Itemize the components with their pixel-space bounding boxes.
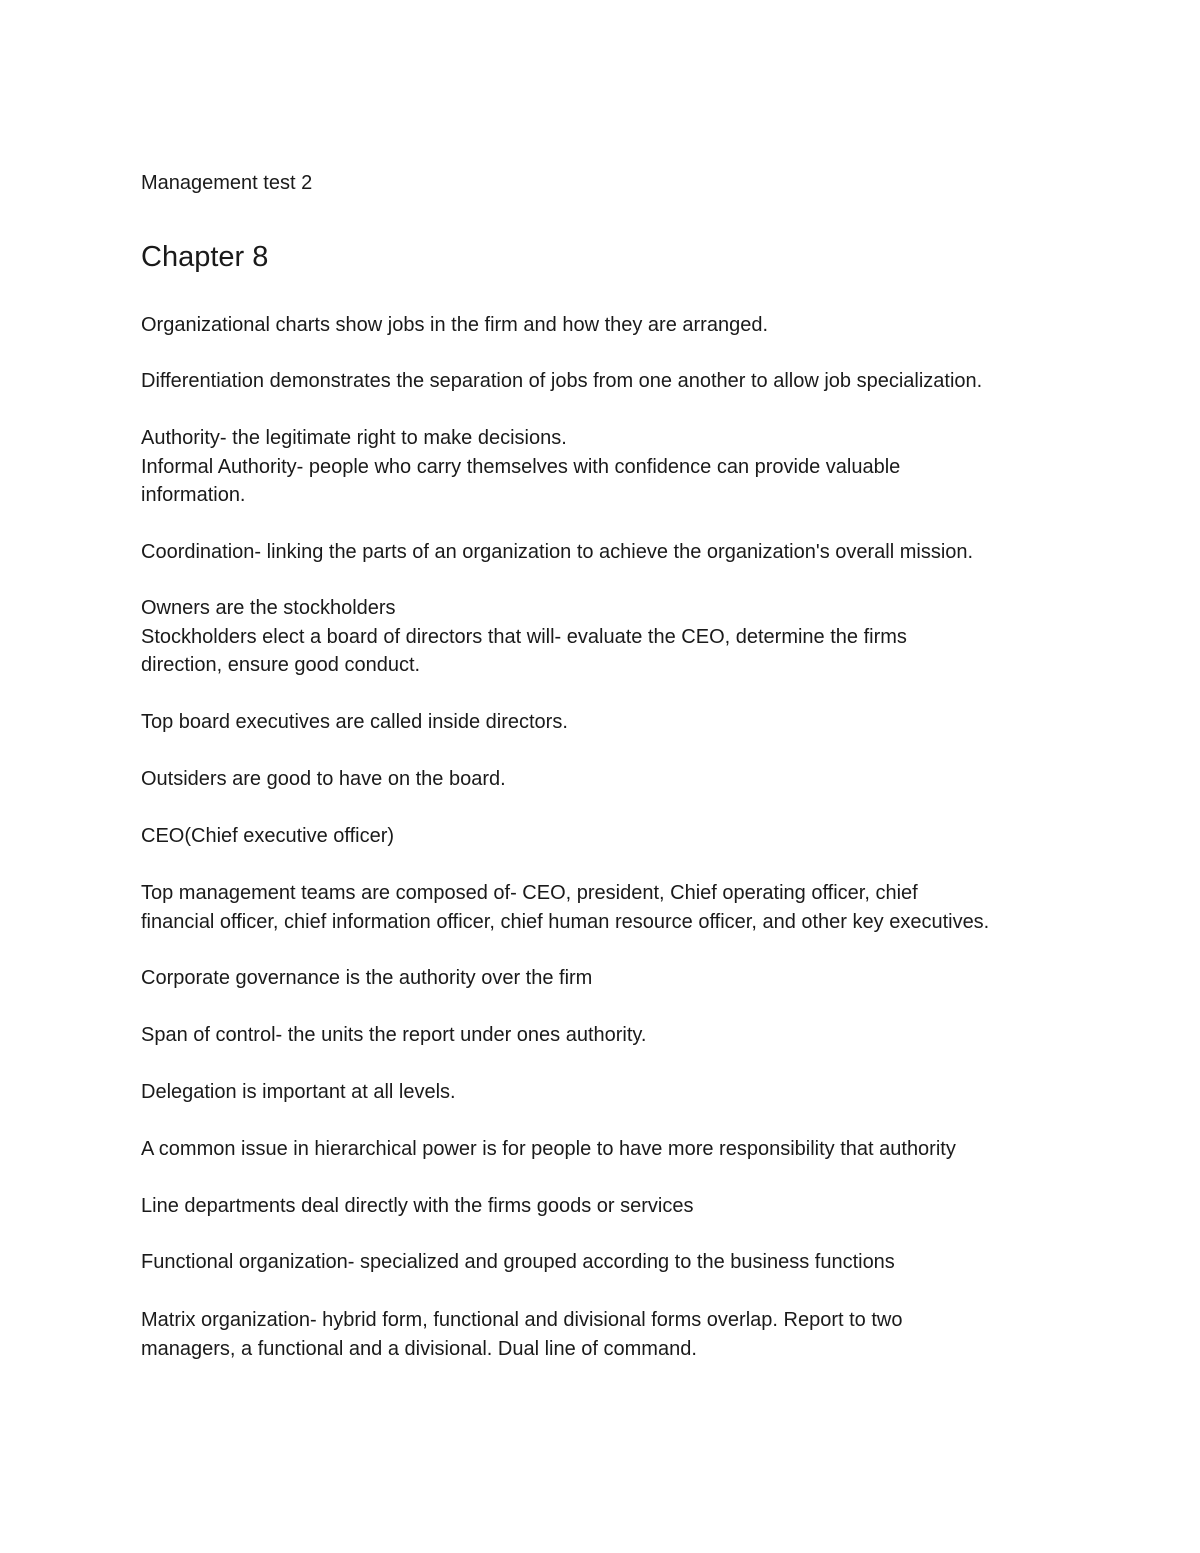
paragraph-line: Coordination- linking the parts of an organization to achieve the organization's overall mission. (141, 541, 974, 563)
paragraph (141, 311, 1071, 340)
paragraph (141, 879, 1071, 936)
paragraph-line: managers, a functional and a divisional. Dual line of command. (141, 1337, 697, 1360)
paragraph (141, 594, 1071, 680)
paragraph-line: Matrix organization- hybrid form, functional and divisional forms overlap. Report to two (141, 1309, 903, 1331)
paragraph-line: A common issue in hierarchical power is for people to have more responsibility that authority (141, 1138, 956, 1160)
paragraph (141, 538, 1071, 567)
paragraph-line: Span of control- the units the report under ones authority. (141, 1024, 647, 1046)
paragraph (141, 1135, 1071, 1164)
paragraph-line: direction, ensure good conduct. (141, 654, 421, 676)
paragraph (141, 1021, 1071, 1050)
paragraph-line: Line departments deal directly with the firms goods or services (141, 1195, 694, 1217)
paragraph (141, 1248, 1071, 1277)
paragraph (141, 822, 1071, 851)
paragraph-line: Stockholders elect a board of directors that will- evaluate the CEO, determine the firms (141, 625, 907, 648)
chapter-heading: Chapter 8 (141, 241, 269, 273)
paragraph-line: CEO(Chief executive officer) (141, 825, 395, 847)
paragraph-line: Authority- the legitimate right to make decisions. (141, 427, 567, 449)
paragraph (141, 424, 1071, 510)
paragraph (141, 367, 1071, 396)
paragraph-line: Outsiders are good to have on the board. (141, 768, 506, 790)
paragraph-line: Organizational charts show jobs in the firm and how they are arranged. (141, 314, 769, 336)
paragraph (141, 964, 1071, 993)
paragraph-line: information. (141, 484, 246, 506)
document-title: Management test 2 (141, 172, 313, 194)
paragraph-line: Top board executives are called inside directors. (141, 711, 568, 733)
paragraph (141, 1078, 1071, 1107)
paragraph (141, 765, 1071, 794)
paragraph-line: Corporate governance is the authority over the firm (141, 967, 593, 989)
paragraph-line: Informal Authority- people who carry themselves with confidence can provide valuable (141, 455, 901, 478)
paragraph-line: Functional organization- specialized and grouped according to the business functions (141, 1251, 895, 1273)
paragraph-line: Top management teams are composed of- CEO, president, Chief operating officer, chief (141, 882, 918, 904)
paragraph-line: Delegation is important at all levels. (141, 1081, 456, 1103)
paragraph (141, 1192, 1071, 1221)
paragraph-line: Owners are the stockholders (141, 597, 396, 619)
paragraph (141, 1306, 1071, 1363)
paragraph (141, 708, 1071, 737)
paragraph-line: Differentiation demonstrates the separation of jobs from one another to allow job specialization. (141, 370, 983, 392)
paragraph-line: financial officer, chief information officer, chief human resource officer, and other key executives. (141, 910, 990, 933)
